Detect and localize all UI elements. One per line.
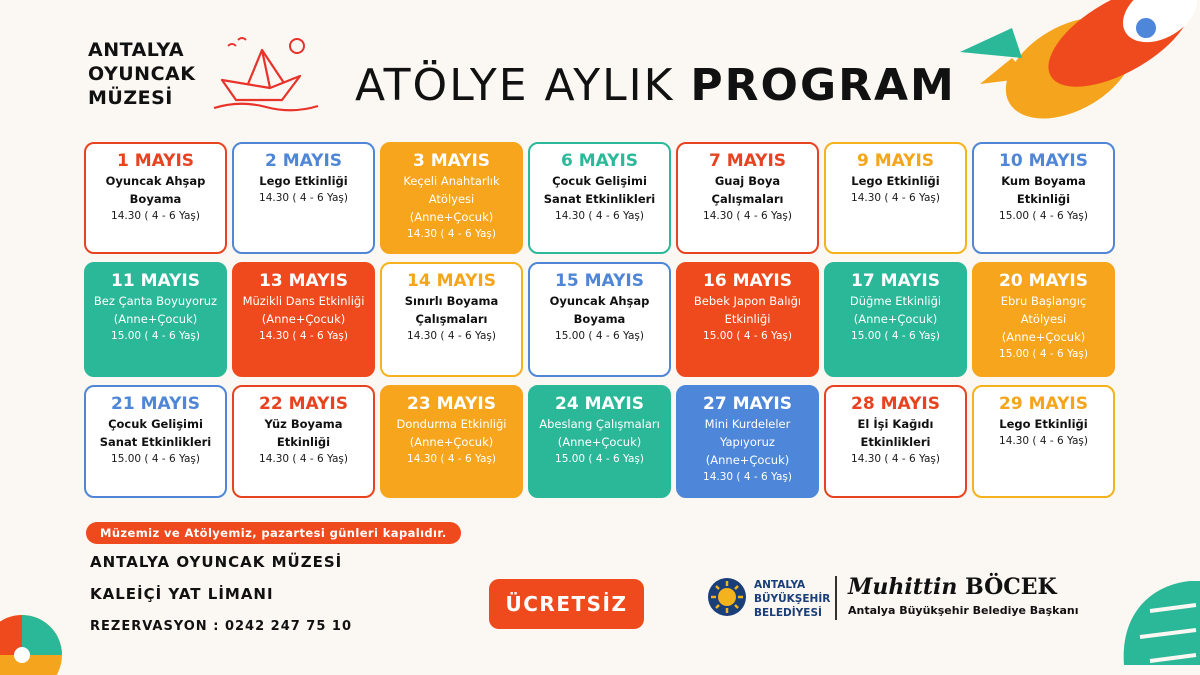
event-activity: Dondurma Etkinliği (Anne+Çocuk) [396, 417, 507, 449]
event-card [676, 385, 819, 498]
event-activity: Sınırlı Boyama Çalışmaları [404, 294, 499, 326]
museum-address: KALEİÇİ YAT LİMANI [90, 585, 274, 603]
event-time: 15.00 ( 4 - 6 Yaş) [111, 330, 200, 342]
event-card [380, 142, 523, 254]
museum-logo [88, 38, 195, 110]
event-activity: Yüz Boyama Etkinliği [264, 417, 343, 449]
beach-ball-icon [0, 595, 70, 675]
event-activity: Düğme Etkinliği (Anne+Çocuk) [849, 294, 942, 326]
event-card [972, 142, 1115, 254]
event-time: 14.30 ( 4 - 6 Yaş) [259, 453, 348, 465]
event-time: 14.30 ( 4 - 6 Yaş) [703, 471, 792, 483]
rocket-icon [950, 0, 1200, 120]
event-card [84, 262, 227, 377]
logo-line-2: OYUNCAK [88, 63, 196, 85]
event-date: 13 MAYIS [259, 271, 348, 291]
event-time: 15.00 ( 4 - 6 Yaş) [555, 330, 644, 342]
event-card [84, 385, 227, 498]
event-activity: Ebru Başlangıç Atölyesi (Anne+Çocuk) [1000, 294, 1087, 344]
event-date: 11 MAYIS [111, 271, 200, 291]
event-time: 14.30 ( 4 - 6 Yaş) [259, 330, 348, 342]
divider [835, 576, 837, 620]
closed-notice: Müzemiz ve Atölyemiz, pazartesi günleri kapalıdır. [86, 522, 461, 544]
logo-line-1: ANTALYA [88, 39, 185, 61]
event-activity: El İşi Kağıdı Etkinlikleri [857, 417, 934, 449]
free-badge: ÜCRETSİZ [489, 579, 644, 629]
event-activity: Müzikli Dans Etkinliği (Anne+Çocuk) [242, 294, 365, 326]
mayor-title: Antalya Büyükşehir Belediye Başkanı [848, 604, 1079, 617]
event-card [676, 142, 819, 254]
page-title [355, 60, 956, 111]
event-activity: Oyuncak Ahşap Boyama [549, 294, 650, 326]
event-time: 14.30 ( 4 - 6 Yaş) [999, 435, 1088, 447]
event-card [972, 385, 1115, 498]
event-activity: Abeslang Çalışmaları (Anne+Çocuk) [539, 417, 660, 449]
event-date: 23 MAYIS [407, 394, 496, 414]
event-activity: Oyuncak Ahşap Boyama [105, 174, 206, 206]
event-date: 1 MAYIS [116, 151, 195, 171]
event-date: 7 MAYIS [708, 151, 787, 171]
event-date: 20 MAYIS [999, 271, 1088, 291]
event-activity: Lego Etkinliği [851, 174, 940, 188]
event-date: 21 MAYIS [111, 394, 200, 414]
event-date: 3 MAYIS [412, 151, 491, 171]
event-time: 15.00 ( 4 - 6 Yaş) [999, 348, 1088, 360]
event-card [528, 142, 671, 254]
event-time: 14.30 ( 4 - 6 Yaş) [407, 228, 496, 240]
event-time: 14.30 ( 4 - 6 Yaş) [407, 330, 496, 342]
event-activity: Lego Etkinliği [999, 417, 1088, 431]
event-date: 14 MAYIS [407, 271, 496, 291]
event-card [528, 385, 671, 498]
event-date: 15 MAYIS [555, 271, 644, 291]
event-card [232, 262, 375, 377]
event-date: 9 MAYIS [856, 151, 935, 171]
event-card [528, 262, 671, 377]
municipality-logo [706, 574, 846, 624]
program-grid [84, 142, 1118, 502]
muni-line-3: BELEDİYESİ [754, 607, 822, 619]
event-card [232, 142, 375, 254]
event-time: 14.30 ( 4 - 6 Yaş) [851, 453, 940, 465]
event-date: 10 MAYIS [999, 151, 1088, 171]
event-time: 14.30 ( 4 - 6 Yaş) [407, 453, 496, 465]
event-card [824, 142, 967, 254]
event-activity: Çocuk Gelişimi Sanat Etkinlikleri [543, 174, 656, 206]
municipality-seal-icon [706, 576, 748, 618]
event-card [380, 385, 523, 498]
event-activity: Bez Çanta Boyuyoruz (Anne+Çocuk) [93, 294, 218, 326]
event-date: 16 MAYIS [703, 271, 792, 291]
event-activity: Keçeli Anahtarlık Atölyesi (Anne+Çocuk) [403, 174, 500, 224]
event-activity: Mini Kurdeleler Yapıyoruz (Anne+Çocuk) [704, 417, 791, 467]
event-card [84, 142, 227, 254]
event-time: 14.30 ( 4 - 6 Yaş) [555, 210, 644, 222]
event-time: 15.00 ( 4 - 6 Yaş) [703, 330, 792, 342]
event-time: 15.00 ( 4 - 6 Yaş) [999, 210, 1088, 222]
event-activity: Lego Etkinliği [259, 174, 348, 188]
event-date: 17 MAYIS [851, 271, 940, 291]
event-time: 14.30 ( 4 - 6 Yaş) [259, 192, 348, 204]
mayor-last-name: BÖCEK [965, 574, 1057, 600]
event-activity: Bebek Japon Balığı Etkinliği [693, 294, 802, 326]
title-bold: PROGRAM [690, 60, 956, 111]
event-time: 14.30 ( 4 - 6 Yaş) [703, 210, 792, 222]
event-time: 14.30 ( 4 - 6 Yaş) [111, 210, 200, 222]
event-card [824, 262, 967, 377]
reservation-phone: REZERVASYON : 0242 247 75 10 [90, 619, 353, 634]
event-date: 27 MAYIS [703, 394, 792, 414]
event-time: 15.00 ( 4 - 6 Yaş) [111, 453, 200, 465]
event-date: 29 MAYIS [999, 394, 1088, 414]
event-date: 22 MAYIS [259, 394, 348, 414]
muni-line-2: BÜYÜKŞEHİR [754, 593, 831, 605]
museum-name: ANTALYA OYUNCAK MÜZESİ [90, 553, 343, 571]
event-card [972, 262, 1115, 377]
event-card [380, 262, 523, 377]
muni-line-1: ANTALYA [754, 579, 806, 591]
event-activity: Çocuk Gelişimi Sanat Etkinlikleri [99, 417, 212, 449]
event-activity: Kum Boyama Etkinliği [1001, 174, 1086, 206]
monstera-leaf-icon [1110, 575, 1200, 675]
mayor-name [848, 574, 1057, 600]
event-time: 15.00 ( 4 - 6 Yaş) [555, 453, 644, 465]
event-date: 2 MAYIS [264, 151, 343, 171]
event-date: 28 MAYIS [851, 394, 940, 414]
logo-line-3: MÜZESİ [88, 87, 173, 109]
event-activity: Guaj Boya Çalışmaları [711, 174, 784, 206]
event-date: 6 MAYIS [560, 151, 639, 171]
event-time: 15.00 ( 4 - 6 Yaş) [851, 330, 940, 342]
event-card [232, 385, 375, 498]
event-card [824, 385, 967, 498]
event-time: 14.30 ( 4 - 6 Yaş) [851, 192, 940, 204]
event-card [676, 262, 819, 377]
event-date: 24 MAYIS [555, 394, 644, 414]
mayor-first-name: Muhittin [848, 574, 958, 600]
title-thin: ATÖLYE AYLIK [355, 60, 691, 111]
paper-boat-icon [200, 28, 330, 113]
